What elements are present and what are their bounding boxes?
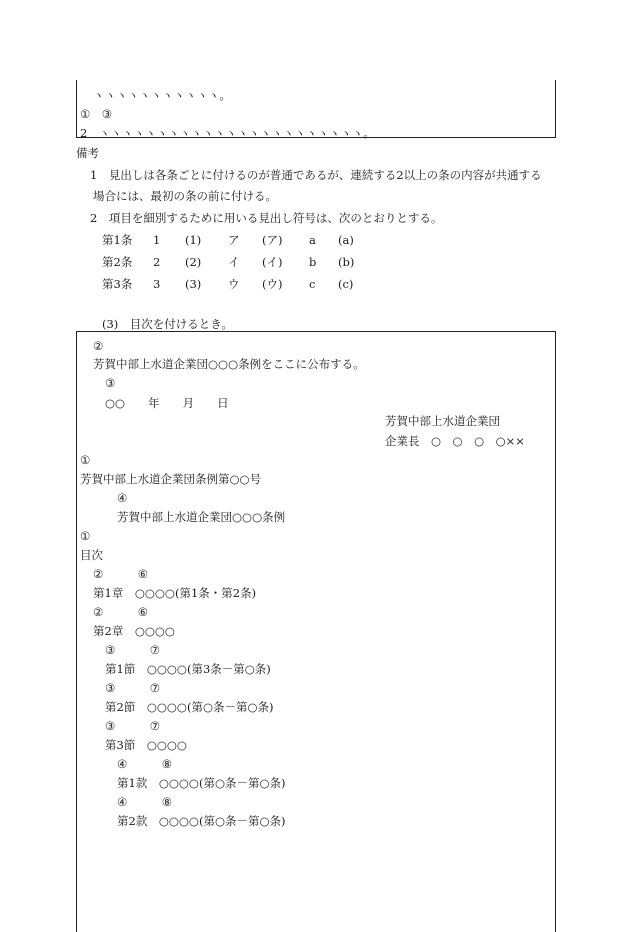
- toc-section: 第2節 ○○○○(第○条－第○条): [105, 700, 274, 714]
- symbol-cell: 第2条: [102, 255, 133, 269]
- symbol-cell: (b): [338, 255, 355, 269]
- ordinance-line: ①: [80, 453, 91, 467]
- toc-marker: ③ ⑦: [105, 681, 161, 695]
- symbol-cell: (c): [338, 277, 354, 291]
- toc-heading: 目次: [80, 548, 103, 562]
- symbol-cell: a: [309, 233, 316, 247]
- ordinance-title: 芳賀中部上水道企業団○○○条例: [117, 510, 286, 524]
- ordinance-line: ②: [93, 339, 104, 353]
- toc-subsection: 第1款 ○○○○(第○条－第○条): [117, 776, 286, 790]
- promulgation-date: ○○ 年 月 日: [105, 396, 229, 410]
- continued-line-1: ヽヽヽヽヽヽヽヽヽヽヽ。: [93, 88, 231, 102]
- symbol-cell: (イ): [262, 255, 283, 269]
- continued-line-3: 2 ヽヽヽヽヽヽヽヽヽヽヽヽヽヽヽヽヽヽヽヽヽヽヽ。: [80, 126, 375, 140]
- toc-marker: ④ ⑧: [117, 795, 173, 809]
- toc-subsection: 第2款 ○○○○(第○条－第○条): [117, 814, 286, 828]
- toc-section: 第1節 ○○○○(第3条－第○条): [105, 662, 271, 676]
- symbol-cell: 第1条: [102, 233, 133, 247]
- symbol-cell: 第3条: [102, 277, 133, 291]
- symbol-cell: (ア): [262, 233, 283, 247]
- toc-marker: ② ⑥: [93, 605, 149, 619]
- symbol-cell: ア: [228, 233, 240, 247]
- toc-chapter: 第1章 ○○○○(第1条・第2条): [93, 586, 257, 600]
- remarks-item1-line2: 場合には、最初の条の前に付ける。: [93, 189, 277, 203]
- section-3-title: (3) 目次を付けるとき。: [102, 317, 233, 331]
- ordinance-line: ③: [105, 376, 116, 390]
- organization-head: 企業長 ○ ○ ○ ○××: [385, 434, 525, 448]
- symbol-cell: (ウ): [262, 277, 283, 291]
- symbol-cell: (3): [185, 277, 202, 291]
- organization-name: 芳賀中部上水道企業団: [385, 414, 500, 428]
- toc-marker: ④ ⑧: [117, 757, 173, 771]
- symbol-cell: 3: [153, 277, 161, 291]
- ordinance-line: ①: [80, 529, 91, 543]
- toc-marker: ③ ⑦: [105, 719, 161, 733]
- symbol-cell: c: [309, 277, 316, 291]
- remarks-item2: 2 項目を細別するために用いる見出し符号は、次のとおりとする。: [90, 211, 443, 225]
- symbol-cell: 1: [153, 233, 161, 247]
- toc-section: 第3節 ○○○○: [105, 738, 187, 752]
- symbol-cell: (1): [185, 233, 202, 247]
- toc-marker: ③ ⑦: [105, 643, 161, 657]
- symbol-cell: (2): [185, 255, 202, 269]
- promulgation-text: 芳賀中部上水道企業団○○○条例をここに公布する。: [93, 357, 365, 371]
- toc-chapter: 第2章 ○○○○: [93, 624, 175, 638]
- ordinance-number: 芳賀中部上水道企業団条例第○○号: [80, 472, 262, 486]
- symbol-cell: (a): [338, 233, 354, 247]
- ordinance-line: ④: [117, 491, 128, 505]
- remarks-item1-line1: 1 見出しは各条ごとに付けるのが普通であるが、連続する2以上の条の内容が共通する: [90, 168, 542, 182]
- symbol-cell: イ: [228, 255, 240, 269]
- toc-marker: ② ⑥: [93, 567, 149, 581]
- remarks-heading: 備考: [76, 146, 99, 160]
- symbol-cell: 2: [153, 255, 161, 269]
- symbol-cell: b: [309, 255, 317, 269]
- symbol-cell: ウ: [228, 277, 240, 291]
- continued-line-2: ① ③: [80, 107, 113, 121]
